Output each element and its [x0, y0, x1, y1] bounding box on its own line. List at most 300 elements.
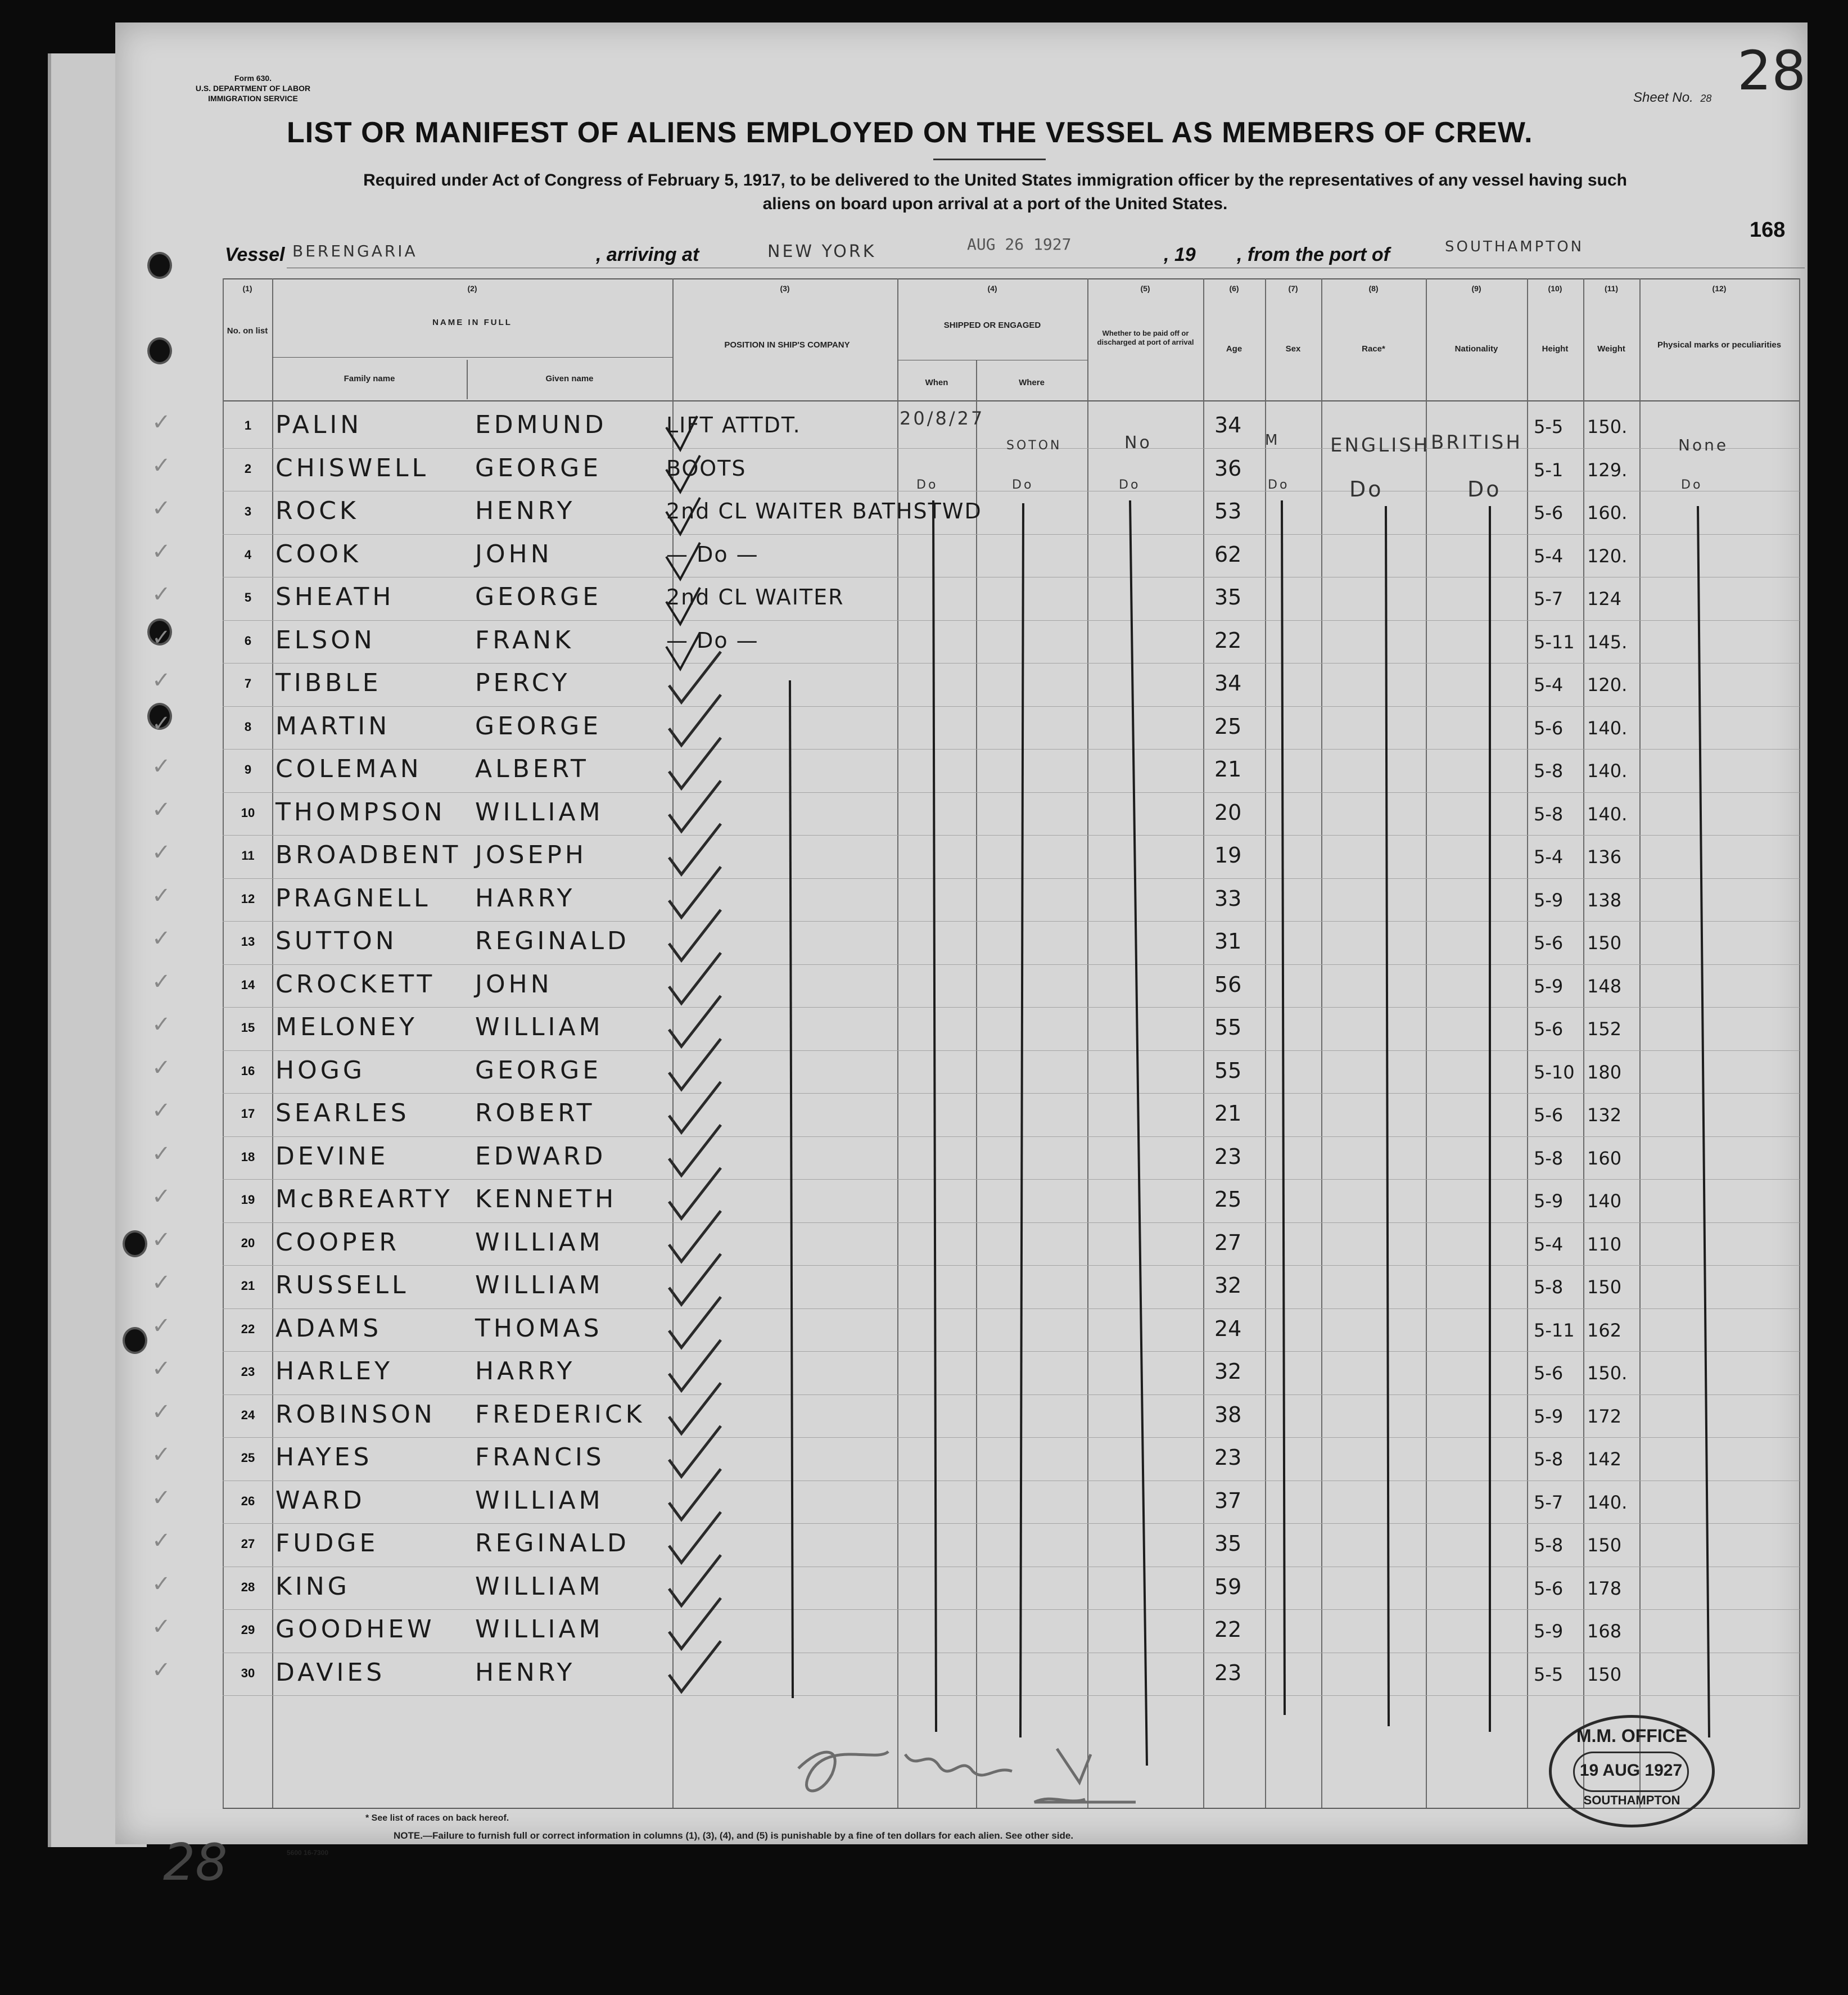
position: LIFT ATTDT.: [666, 413, 801, 437]
weight: 150: [1587, 932, 1622, 954]
age: 32: [1214, 1359, 1242, 1384]
margin-check-mark: ✓: [152, 754, 171, 779]
col-number: (4): [987, 284, 997, 293]
margin-check-mark: ✓: [152, 1614, 171, 1639]
row-number: 1: [244, 418, 252, 432]
given-name: ROBERT: [475, 1099, 595, 1127]
height: 5-1: [1534, 459, 1564, 481]
family-name: ROCK: [275, 497, 359, 525]
height: 5-6: [1534, 932, 1564, 954]
row2-where-ditto: Do: [1012, 478, 1034, 492]
height: 5-9: [1534, 889, 1564, 911]
position-check-stroke: [669, 1168, 721, 1218]
weight: 129.: [1587, 459, 1628, 481]
age: 23: [1214, 1144, 1242, 1169]
mm-office-stamp: [1549, 1715, 1715, 1827]
family-name: SUTTON: [275, 927, 397, 955]
row2-paid-off-ditto: Do: [1119, 478, 1141, 492]
from-port-label: , from the port of: [1237, 244, 1390, 265]
penalty-note: NOTE.—Failure to furnish full or correct information in columns (1), (3), (4), and (5) is punishable by a fine of ten dollars for each alien. See other side.: [394, 1830, 1074, 1841]
sheet-printed-number: 28: [1700, 93, 1712, 104]
family-name: MARTIN: [275, 711, 391, 741]
family-name: KING: [275, 1572, 350, 1601]
header-sex: Sex: [1285, 344, 1301, 354]
weight: 120.: [1587, 674, 1628, 696]
age: 38: [1214, 1402, 1242, 1427]
age: 35: [1214, 1531, 1242, 1556]
row-number: 23: [241, 1365, 255, 1379]
height: 5-4: [1534, 545, 1564, 567]
family-name: GOODHEW: [275, 1615, 435, 1644]
family-name: THOMPSON: [275, 797, 446, 827]
age: 25: [1214, 714, 1242, 739]
position-check-stroke: [669, 824, 721, 874]
header-shipped-engaged: SHIPPED OR ENGAGED: [943, 321, 1041, 330]
age: 55: [1214, 1058, 1242, 1083]
row1-physical-marks: None: [1678, 436, 1729, 454]
given-name: JOHN: [475, 969, 553, 999]
age: 35: [1214, 585, 1242, 610]
row-number: 24: [241, 1407, 255, 1422]
age: 22: [1214, 628, 1242, 653]
given-name: WILLIAM: [475, 1572, 604, 1601]
position: — Do —: [666, 541, 759, 567]
given-name: FREDERICK: [475, 1400, 645, 1429]
row-number: 13: [241, 935, 255, 949]
given-name: THOMAS: [475, 1314, 603, 1343]
given-name: WILLIAM: [475, 1486, 604, 1515]
height: 5-4: [1534, 1233, 1564, 1255]
given-name: REGINALD: [475, 1529, 630, 1558]
family-name: PALIN: [275, 410, 363, 439]
row-number: 30: [241, 1665, 255, 1680]
weight: 110: [1587, 1233, 1622, 1255]
margin-check-mark: ✓: [152, 1313, 171, 1338]
given-name: HARRY: [475, 1357, 576, 1385]
weight: 142: [1587, 1448, 1622, 1470]
age: 25: [1214, 1187, 1242, 1212]
form-number: Form 630.: [234, 74, 272, 83]
position-check-stroke: [669, 1469, 721, 1520]
header-age: Age: [1226, 344, 1242, 354]
weight: 168: [1587, 1621, 1622, 1642]
age: 37: [1214, 1488, 1242, 1513]
height: 5-9: [1534, 975, 1564, 997]
family-name: TIBBLE: [275, 669, 382, 697]
given-name: HENRY: [475, 1658, 576, 1687]
family-name: DAVIES: [275, 1658, 386, 1687]
given-name: WILLIAM: [475, 1271, 604, 1299]
position-check-stroke: [669, 1082, 721, 1132]
age: 20: [1214, 800, 1242, 825]
header-when: When: [925, 378, 948, 387]
col-number: (12): [1712, 284, 1727, 293]
row-number: 29: [241, 1623, 255, 1637]
margin-check-mark: ✓: [152, 1442, 171, 1467]
subtitle-line-2: aliens on board upon arrival at a port of the United States.: [762, 195, 1228, 213]
age: 53: [1214, 499, 1242, 523]
height: 5-5: [1534, 416, 1564, 437]
vessel-name: BERENGARIA: [292, 242, 418, 260]
row1-shipped-where: SOTON: [1006, 439, 1062, 453]
weight: 150: [1587, 1534, 1622, 1556]
family-name: ADAMS: [275, 1314, 382, 1343]
position-check-stroke: [669, 1254, 721, 1305]
weight: 150: [1587, 1276, 1622, 1298]
position-check-stroke: [669, 1125, 721, 1176]
row1-paid-off: No: [1124, 433, 1152, 453]
family-name: PRAGNELL: [275, 883, 431, 913]
position-check-stroke: [669, 1426, 721, 1477]
weight: 124: [1587, 588, 1622, 610]
weight: 140: [1587, 1190, 1622, 1212]
row-number: 4: [244, 547, 252, 562]
margin-check-mark: ✓: [152, 1227, 171, 1252]
col-number: (7): [1288, 284, 1298, 293]
given-name: PERCY: [475, 669, 571, 697]
height: 5-4: [1534, 674, 1564, 696]
height: 5-7: [1534, 1491, 1564, 1513]
row-number: 9: [244, 762, 252, 777]
row-number: 16: [241, 1063, 255, 1078]
age: 21: [1214, 757, 1242, 782]
height: 5-8: [1534, 1448, 1564, 1470]
position-check-stroke: [669, 1512, 721, 1563]
age: 34: [1214, 671, 1242, 696]
sheet-label: Sheet No.: [1633, 90, 1693, 105]
age: 34: [1214, 413, 1242, 437]
margin-check-mark: ✓: [152, 1012, 171, 1037]
height: 5-8: [1534, 1276, 1564, 1298]
weight: 152: [1587, 1018, 1622, 1040]
row1-race: ENGLISH: [1330, 434, 1430, 457]
position-check-stroke: [669, 1598, 721, 1649]
header-given-name: Given name: [545, 374, 594, 383]
age: 23: [1214, 1445, 1242, 1470]
height: 5-6: [1534, 1018, 1564, 1040]
age: 24: [1214, 1316, 1242, 1341]
family-name: COLEMAN: [275, 755, 422, 783]
given-name: GEORGE: [475, 453, 602, 482]
height: 5-6: [1534, 502, 1564, 523]
age: 19: [1214, 843, 1242, 868]
margin-check-mark: ✓: [152, 711, 171, 736]
col-number: (10): [1548, 284, 1562, 293]
weight: 132: [1587, 1104, 1622, 1126]
weight: 148: [1587, 975, 1622, 997]
given-name: HARRY: [475, 883, 576, 913]
margin-check-mark: ✓: [152, 625, 171, 650]
given-name: EDMUND: [475, 410, 607, 439]
weight: 140.: [1587, 760, 1628, 782]
given-name: FRANK: [475, 625, 574, 655]
family-name: COOK: [275, 539, 362, 568]
margin-check-mark: ✓: [152, 1528, 171, 1553]
given-name: FRANCIS: [475, 1443, 605, 1472]
position: — Do —: [666, 628, 759, 653]
row-number: 2: [244, 461, 252, 476]
height: 5-6: [1534, 1577, 1564, 1599]
arriving-label: , arriving at: [596, 244, 699, 265]
position-check-stroke: [669, 1383, 721, 1434]
given-name: JOSEPH: [475, 841, 587, 869]
margin-check-mark: ✓: [152, 1055, 171, 1080]
row-number: 27: [241, 1537, 255, 1551]
row-number: 17: [241, 1107, 255, 1121]
family-name: RUSSELL: [275, 1271, 409, 1299]
family-name: COOPER: [275, 1227, 400, 1257]
margin-check-mark: ✓: [152, 1184, 171, 1209]
family-name: HAYES: [275, 1443, 373, 1472]
row-number: 3: [244, 504, 252, 518]
col-number: (2): [467, 284, 477, 293]
row-number: 26: [241, 1493, 255, 1508]
position-check-stroke: [669, 695, 721, 746]
margin-check-mark: ✓: [152, 1571, 171, 1596]
age: 21: [1214, 1101, 1242, 1126]
row1-shipped-when: 20/8/27: [900, 408, 985, 429]
header-weight: Weight: [1597, 344, 1625, 354]
margin-check-mark: ✓: [152, 539, 171, 564]
row-number: 12: [241, 891, 255, 906]
height: 5-8: [1534, 1147, 1564, 1169]
given-name: REGINALD: [475, 927, 630, 955]
margin-check-mark: ✓: [152, 840, 171, 865]
margin-check-mark: ✓: [152, 1098, 171, 1123]
row-number: 28: [241, 1579, 255, 1594]
family-name: DEVINE: [275, 1141, 389, 1171]
row-number: 20: [241, 1235, 255, 1250]
from-port: SOUTHAMPTON: [1445, 238, 1584, 255]
stamp-top-text: M.M. OFFICE: [1576, 1726, 1688, 1746]
height: 5-6: [1534, 717, 1564, 739]
family-name: MELONEY: [275, 1013, 418, 1041]
position-check-stroke: [669, 652, 721, 702]
weight: 145.: [1587, 631, 1628, 653]
service-name: IMMIGRATION SERVICE: [208, 94, 298, 103]
given-name: HENRY: [475, 497, 576, 525]
col-number: (9): [1471, 284, 1481, 293]
position-check-stroke: [669, 1641, 721, 1692]
page-number: 168: [1750, 218, 1786, 242]
given-name: WILLIAM: [475, 797, 604, 827]
given-name: JOHN: [475, 539, 553, 568]
weight: 178: [1587, 1577, 1622, 1599]
age: 23: [1214, 1660, 1242, 1685]
header-race: Race*: [1362, 344, 1385, 354]
row-number: 15: [241, 1021, 255, 1035]
age: 62: [1214, 541, 1242, 567]
stamp-date: 19 AUG 1927: [1579, 1761, 1683, 1780]
position-check-stroke: [669, 1211, 721, 1262]
races-footnote: * See list of races on back hereof.: [365, 1813, 509, 1823]
row-number: 14: [241, 977, 255, 992]
margin-check-mark: ✓: [152, 410, 171, 435]
margin-check-mark: ✓: [152, 883, 171, 908]
age: 36: [1214, 455, 1242, 481]
header-no-on-list: No. on list: [227, 326, 268, 336]
family-name: HARLEY: [275, 1357, 393, 1385]
margin-check-mark: ✓: [152, 797, 171, 822]
row-number: 7: [244, 676, 252, 690]
header-family-name: Family name: [344, 374, 395, 383]
weight: 138: [1587, 889, 1622, 911]
margin-check-mark: ✓: [152, 582, 171, 607]
given-name: WILLIAM: [475, 1615, 604, 1644]
family-name: SEARLES: [275, 1099, 410, 1127]
arrival-date-stamp: AUG 26 1927: [967, 235, 1072, 254]
age: 56: [1214, 972, 1242, 997]
header-name-in-full: NAME IN FULL: [432, 318, 512, 327]
row-number: 19: [241, 1193, 255, 1207]
age: 27: [1214, 1230, 1242, 1255]
family-name: WARD: [275, 1486, 365, 1515]
weight: 140.: [1587, 717, 1628, 739]
header-height: Height: [1542, 344, 1569, 354]
page-title: LIST OR MANIFEST OF ALIENS EMPLOYED ON THE VESSEL AS MEMBERS OF CREW.: [287, 116, 1533, 149]
weight: 140.: [1587, 803, 1628, 825]
col-number: (5): [1140, 284, 1150, 293]
height: 5-5: [1534, 1663, 1564, 1685]
row2-sex-ditto: Do: [1268, 478, 1290, 492]
row-number: 18: [241, 1149, 255, 1164]
row-number: 22: [241, 1321, 255, 1336]
position-check-stroke: [669, 1297, 721, 1348]
position-check-stroke: [669, 996, 721, 1046]
height: 5-9: [1534, 1621, 1564, 1642]
position-check-stroke: [669, 1039, 721, 1090]
age: 22: [1214, 1617, 1242, 1642]
vessel-label: Vessel: [225, 244, 285, 265]
row2-nationality-ditto: Do: [1467, 477, 1502, 502]
col-number: (3): [780, 284, 790, 293]
height: 5-8: [1534, 1534, 1564, 1556]
margin-check-mark: ✓: [152, 969, 171, 994]
family-name: FUDGE: [275, 1529, 379, 1558]
margin-check-mark: ✓: [152, 926, 171, 951]
row-number: 25: [241, 1451, 255, 1465]
age: 32: [1214, 1273, 1242, 1298]
margin-check-mark: ✓: [152, 1356, 171, 1381]
position-check-stroke: [669, 781, 721, 832]
weight: 160: [1587, 1147, 1622, 1169]
given-name: GEORGE: [475, 583, 602, 611]
weight: 150.: [1587, 1362, 1628, 1384]
col-number: (6): [1229, 284, 1239, 293]
height: 5-8: [1534, 803, 1564, 825]
weight: 140.: [1587, 1491, 1628, 1513]
weight: 180: [1587, 1061, 1622, 1083]
given-name: WILLIAM: [475, 1227, 604, 1257]
weight: 150.: [1587, 416, 1628, 437]
weight: 160.: [1587, 502, 1628, 523]
row2-when-ditto: Do: [916, 478, 938, 492]
weight: 150: [1587, 1663, 1622, 1685]
height: 5-9: [1534, 1405, 1564, 1427]
position: BOOTS: [666, 455, 747, 481]
row-number: 8: [244, 719, 252, 734]
row2-race-ditto: Do: [1349, 477, 1384, 502]
position-check-stroke: [669, 1340, 721, 1391]
year-label: , 19: [1164, 244, 1196, 265]
col-number: (11): [1604, 284, 1619, 293]
row-number: 6: [244, 633, 252, 648]
row1-nationality: BRITISH: [1431, 431, 1522, 454]
age: 31: [1214, 929, 1242, 954]
age: 59: [1214, 1574, 1242, 1599]
height: 5-10: [1534, 1061, 1575, 1083]
weight: 120.: [1587, 545, 1628, 567]
row1-sex: M: [1265, 432, 1280, 449]
height: 5-8: [1534, 760, 1564, 782]
family-name: McBREARTY: [275, 1185, 453, 1213]
stamp-date-box: [1573, 1752, 1689, 1792]
row-number: 21: [241, 1279, 255, 1293]
family-name: CHISWELL: [275, 453, 430, 482]
family-name: ELSON: [275, 625, 376, 655]
margin-check-mark: ✓: [152, 1399, 171, 1424]
given-name: WILLIAM: [475, 1013, 604, 1041]
row2-marks-ditto: Do: [1681, 478, 1703, 492]
margin-check-mark: ✓: [152, 1657, 171, 1682]
margin-check-mark: ✓: [152, 453, 171, 478]
family-name: HOGG: [275, 1055, 365, 1085]
row-number: 10: [241, 805, 255, 820]
subtitle-line-1: Required under Act of Congress of February 5, 1917, to be delivered to the United States immigration officer by the representatives of any vessel having such: [363, 171, 1627, 189]
height: 5-11: [1534, 1319, 1575, 1341]
print-code: 5600 16-7300: [287, 1849, 329, 1857]
weight: 172: [1587, 1405, 1622, 1427]
family-name: BROADBENT: [275, 841, 462, 869]
height: 5-9: [1534, 1190, 1564, 1212]
weight: 136: [1587, 846, 1622, 868]
sheet-handwritten-number: 28: [1737, 39, 1806, 102]
header-physical-marks: Physical marks or peculiarities: [1657, 340, 1782, 350]
given-name: EDWARD: [475, 1141, 607, 1171]
margin-number: 28: [163, 1833, 228, 1892]
header-paid-off: Whether to be paid off or discharged at port of arrival: [1097, 329, 1194, 346]
height: 5-11: [1534, 631, 1575, 653]
position: 2nd CL WAITER: [666, 585, 844, 610]
position-check-stroke: [669, 867, 721, 918]
weight: 162: [1587, 1319, 1622, 1341]
row-number: 11: [241, 848, 255, 863]
row-number: 5: [244, 590, 252, 604]
height: 5-6: [1534, 1362, 1564, 1384]
given-name: GEORGE: [475, 1055, 602, 1085]
family-name: SHEATH: [275, 583, 395, 611]
header-where: Where: [1019, 378, 1045, 387]
arriving-port: NEW YORK: [767, 242, 876, 261]
position-check-stroke: [669, 953, 721, 1004]
department-name: U.S. DEPARTMENT OF LABOR: [195, 84, 311, 93]
family-name: ROBINSON: [275, 1400, 436, 1429]
position-check-stroke: [669, 1555, 721, 1606]
header-position: POSITION IN SHIP'S COMPANY: [724, 340, 850, 350]
given-name: ALBERT: [475, 755, 589, 783]
age: 33: [1214, 886, 1242, 911]
header-nationality: Nationality: [1454, 344, 1498, 354]
position-check-stroke: [669, 910, 721, 960]
given-name: KENNETH: [475, 1185, 617, 1213]
height: 5-7: [1534, 588, 1564, 610]
col-number: (1): [242, 284, 252, 293]
margin-check-mark: ✓: [152, 1485, 171, 1510]
position: 2nd CL WAITER BATHSTWD: [666, 499, 982, 523]
age: 55: [1214, 1015, 1242, 1040]
margin-check-mark: ✓: [152, 668, 171, 693]
position-check-stroke: [669, 738, 721, 788]
